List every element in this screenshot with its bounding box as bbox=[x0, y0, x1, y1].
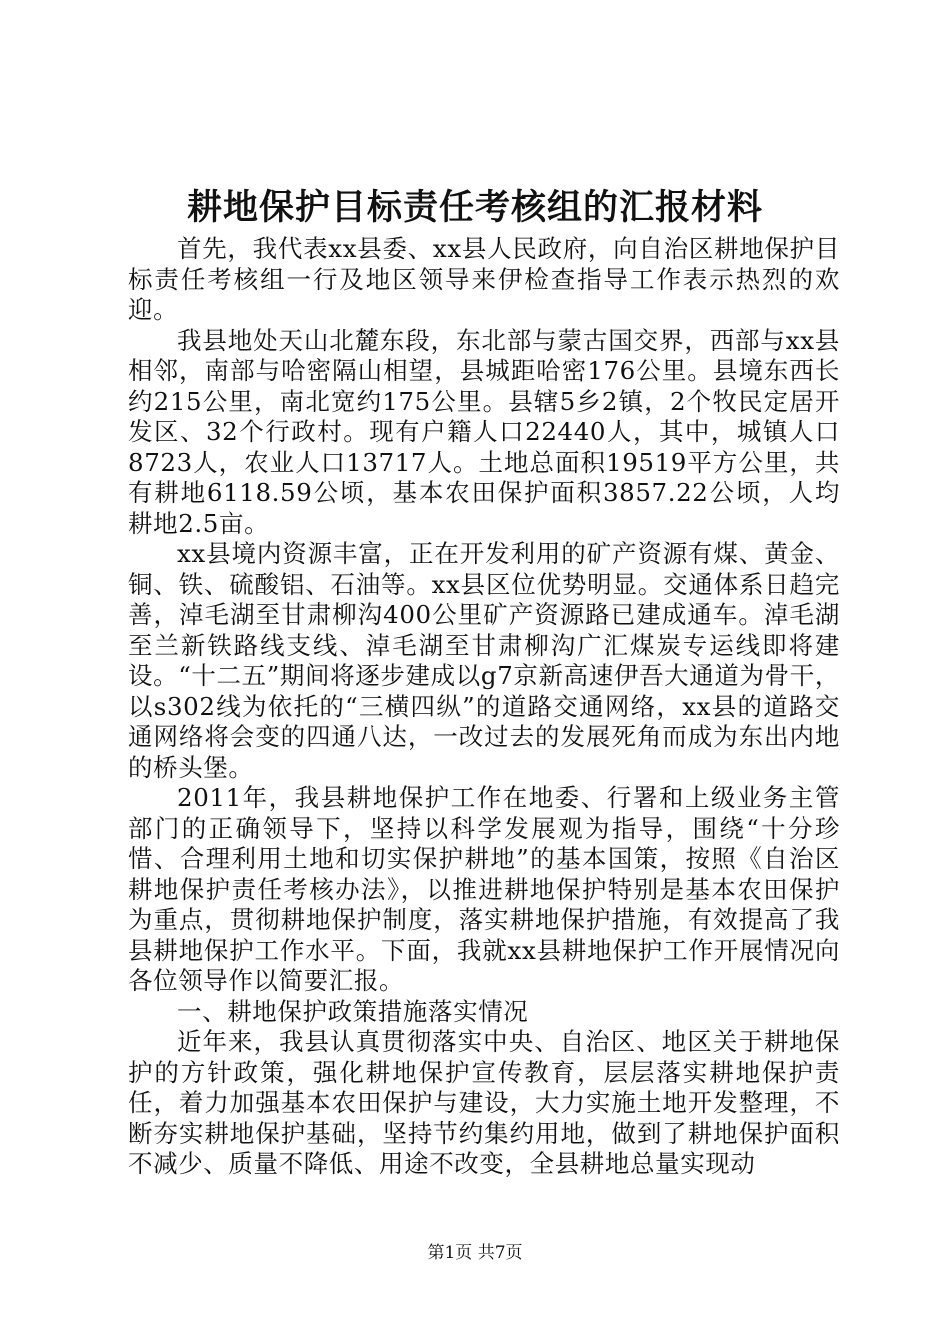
section-heading-1: 一、耕地保护政策措施落实情况 bbox=[177, 996, 529, 1026]
document-title: 耕地保护目标责任考核组的汇报材料 bbox=[186, 187, 763, 228]
paragraph-resources-transport: xx县境内资源丰富，正在开发利用的矿产资源有煤、黄金、铜、铁、硫酸铝、石油等。xx县区位优势明显。交通体系日趋完善，淖毛湖至甘肃柳沟400公里矿产资源路已建成通车。淖毛湖至兰新铁路线支线、淖毛湖至甘肃柳沟广汇煤炭专运线即将建设。“十二五”期间将逐步建成以g7京新高速伊吾大通道为骨干，以s302线为依托的“三横四纵”的道路交通网络，xx县的道路交通网络将会变的四通八达，一改过去的发展死角而成为东出内地的桥头堡。 bbox=[128, 539, 840, 782]
paragraph-policy-implementation: 近年来，我县认真贯彻落实中央、自治区、地区关于耕地保护的方针政策，强化耕地保护宣传教育，层层落实耕地保护责任，着力加强基本农田保护与建设，大力实施土地开发整理，不断夯实耕地保护基础，坚持节约集约用地，做到了耕地保护面积不减少、质量不降低、用途不改变，全县耕地总量实现动 bbox=[128, 1027, 840, 1178]
document-body bbox=[128, 234, 840, 1180]
paragraph-welcome: 首先，我代表xx县委、xx县人民政府，向自治区耕地保护目标责任考核组一行及地区领导来伊检查指导工作表示热烈的欢迎。 bbox=[128, 234, 840, 324]
page-number-footer: 第1页 共7页 bbox=[427, 1243, 523, 1263]
paragraph-county-overview: 我县地处天山北麓东段，东北部与蒙古国交界，西部与xx县相邻，南部与哈密隔山相望，县城距哈密176公里。县境东西长约215公里，南北宽约175公里。县辖5乡2镇，2个牧民定居开发区、32个行政村。现有户籍人口22440人，其中，城镇人口8723人，农业人口13717人。土地总面积19519平方公里，共有耕地6118.59公顷，基本农田保护面积3857.22公顷，人均耕地2.5亩。 bbox=[128, 325, 840, 538]
paragraph-2011-work: 2011年，我县耕地保护工作在地委、行署和上级业务主管部门的正确领导下，坚持以科学发展观为指导，围绕“十分珍惜、合理利用土地和切实保护耕地”的基本国策，按照《自治区耕地保护责任考核办法》，以推进耕地保护特别是基本农田保护为重点，贯彻耕地保护制度，落实耕地保护措施，有效提高了我县耕地保护工作水平。下面，我就xx县耕地保护工作开展情况向各位领导作以简要汇报。 bbox=[128, 783, 840, 995]
